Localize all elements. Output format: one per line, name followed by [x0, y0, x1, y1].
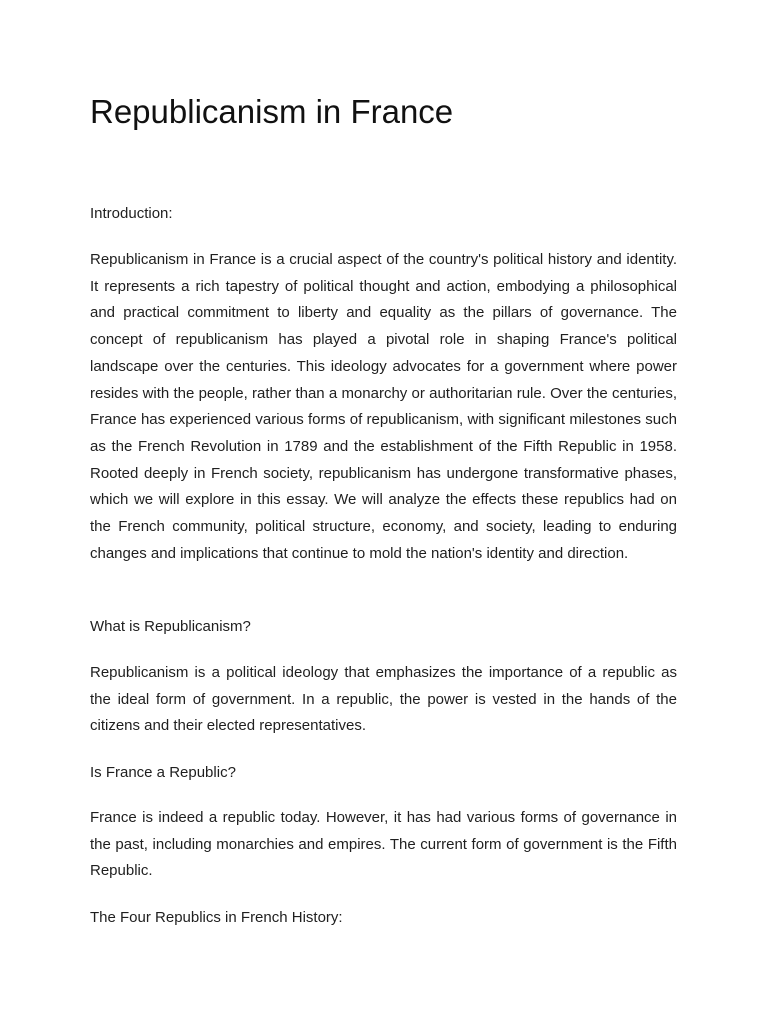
four-republics-heading: The Four Republics in French History: [90, 909, 343, 926]
is-france-a-republic-heading: Is France a Republic? [90, 764, 236, 781]
introduction-heading: Introduction: [90, 205, 173, 222]
document-title: Republicanism in France [90, 93, 454, 130]
introduction-paragraph: Republicanism in France is a crucial aspect of the country's political history and identity. It represents a rich tapestry of political thought and action, embodying a philosophical and practical commitment to liberty and equality as the pillars of governance. The concept of republicanism has played a pivotal role in shaping France's political landscape over the centuries. This ideology advocates for a government where power resides with the people, rather than a monarchy or authoritarian rule. Over the centuries, France has experienced various forms of republicanism, with significant milestones such as the French Revolution in 1789 and the establishment of the Fifth Republic in 1958. Rooted deeply in French society, republicanism has undergone transformative phases, which we will explore in this essay. We will analyze the effects these republics had on the French community, political structure, economy, and society, leading to enduring changes and implications that continue to mold the nation's identity and direction. [90, 251, 677, 562]
is-france-a-republic-paragraph: France is indeed a republic today. However, it has had various forms of governance in the past, including monarchies and empires. The current form of government is the Fifth Republic. [90, 809, 677, 880]
what-is-republicanism-paragraph: Republicanism is a political ideology that emphasizes the importance of a republic as the ideal form of government. In a republic, the power is vested in the hands of the citizens and their elected representatives. [90, 664, 677, 735]
what-is-republicanism-heading: What is Republicanism? [90, 618, 251, 635]
